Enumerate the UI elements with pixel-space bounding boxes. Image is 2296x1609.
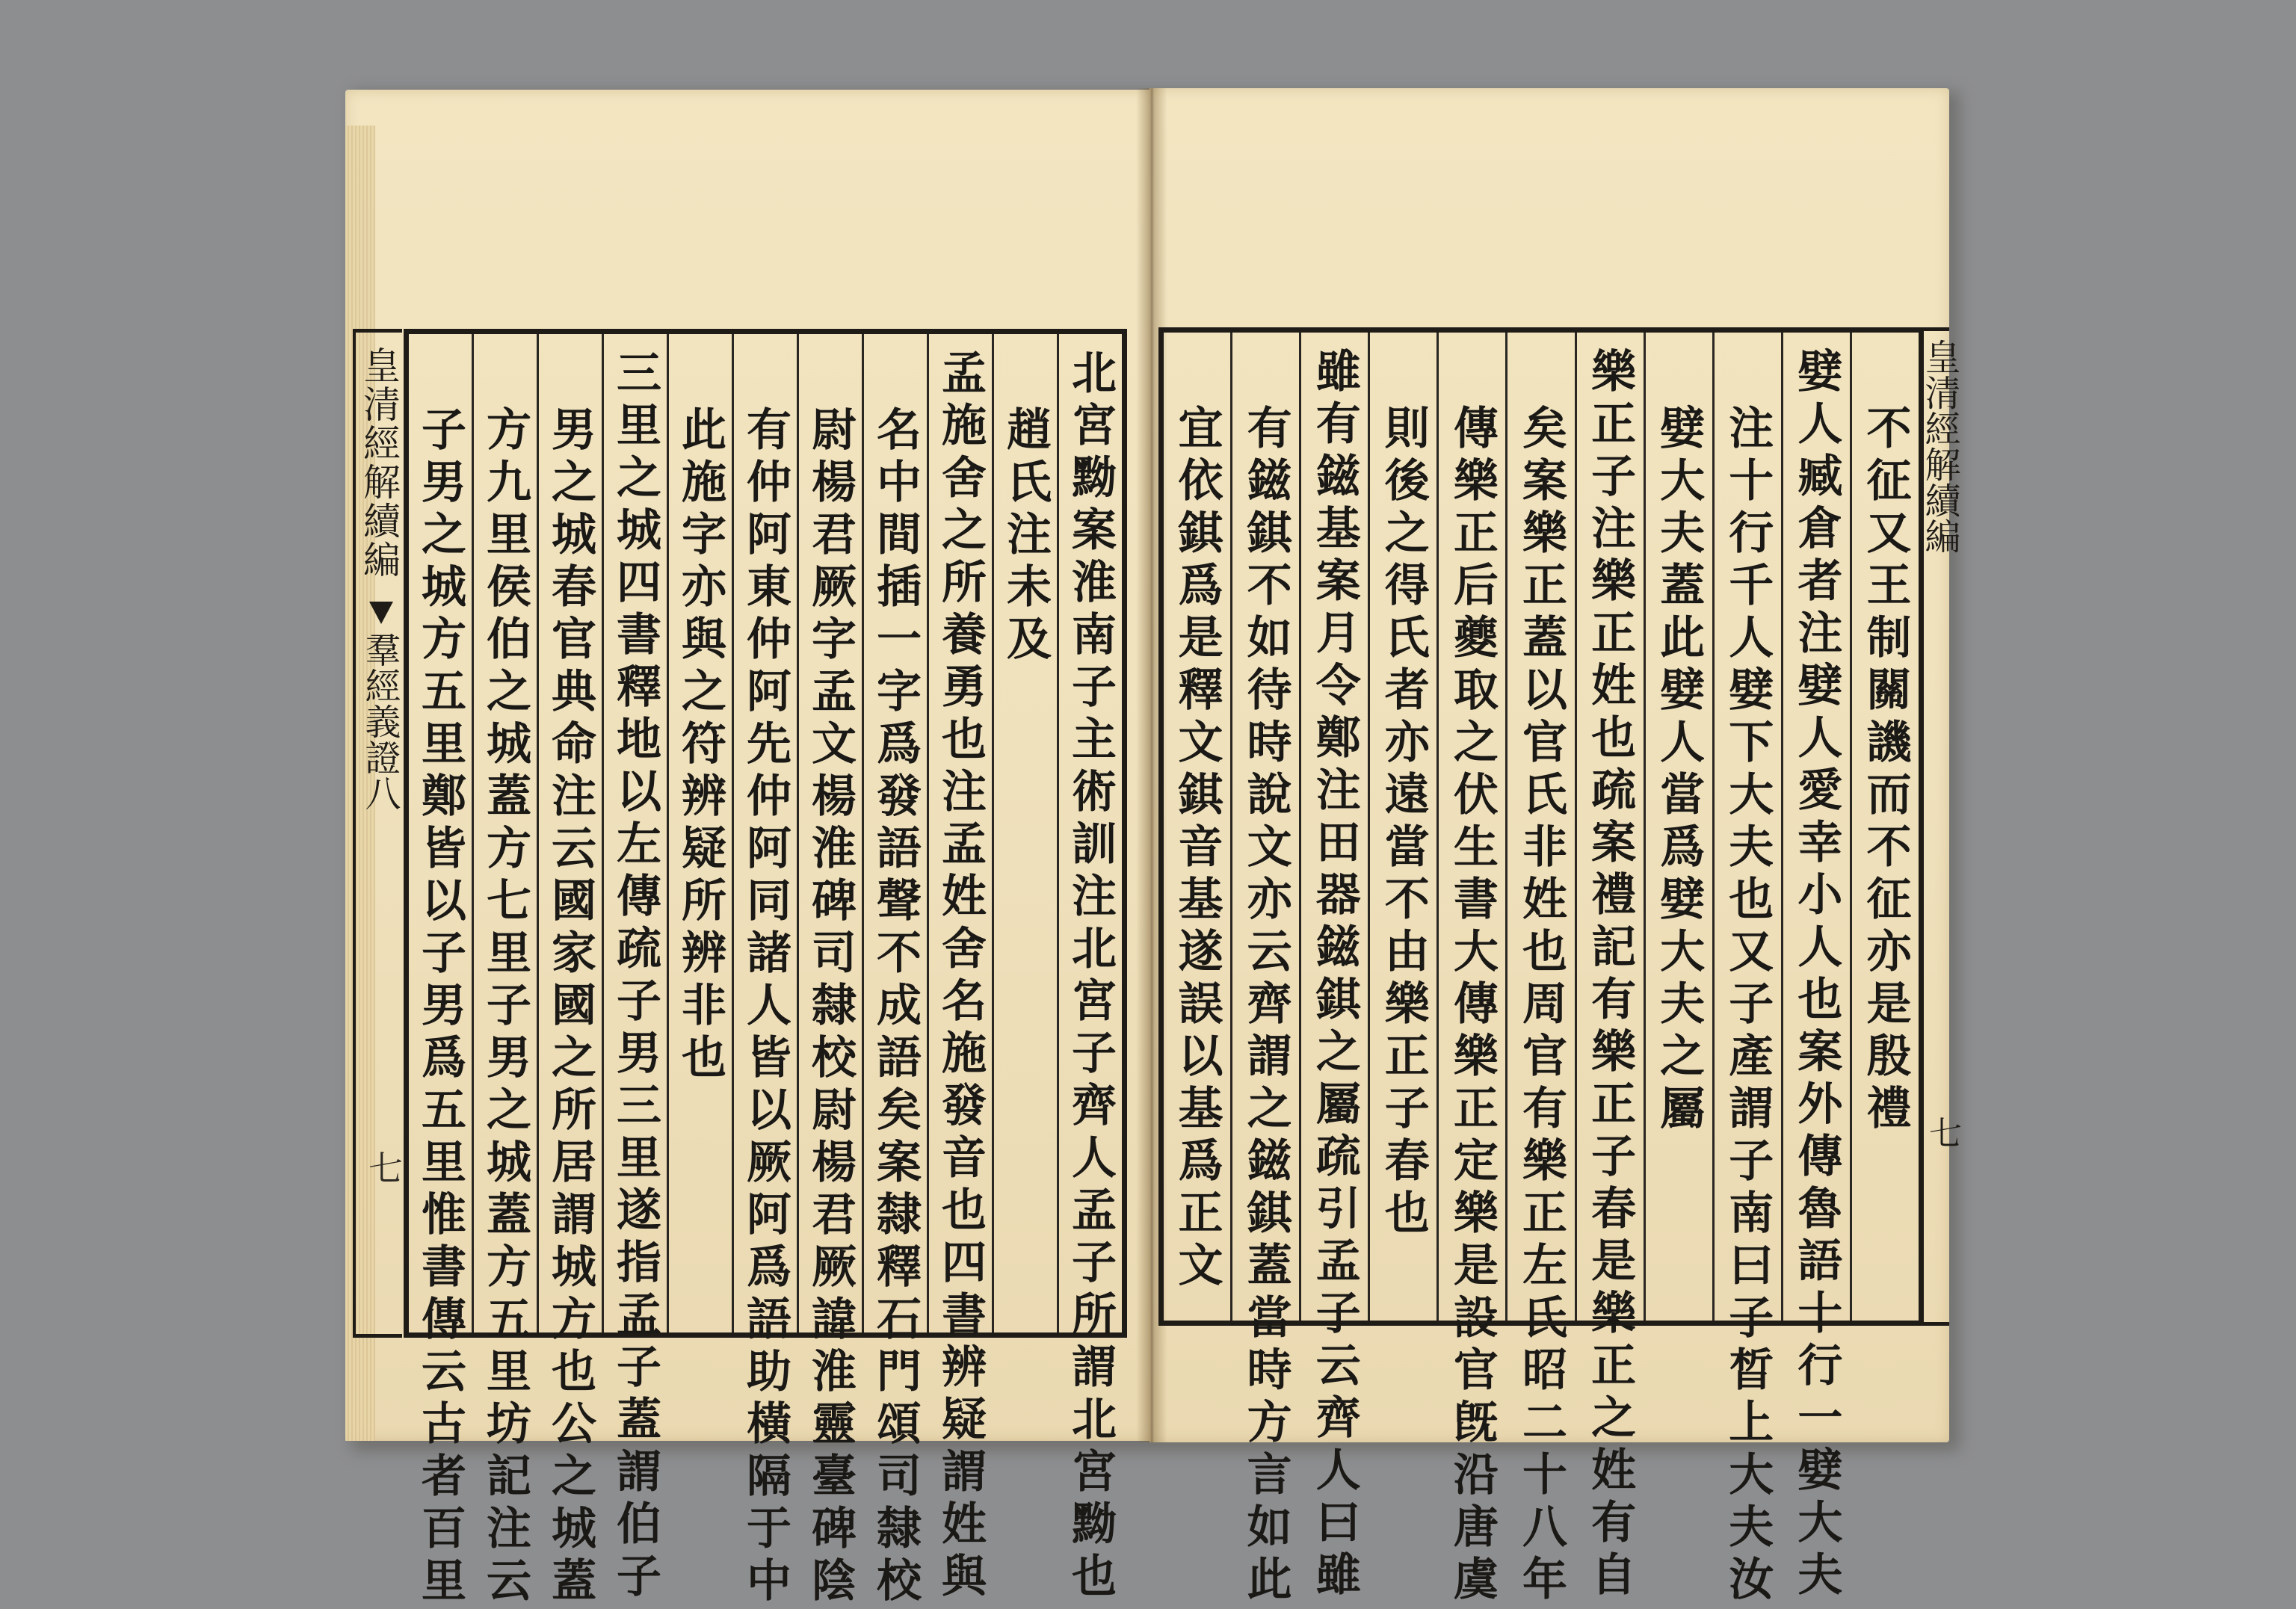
left-column bbox=[537, 334, 602, 1609]
right-banxin-title: 皇清經解續編 bbox=[1919, 339, 1960, 554]
right-column bbox=[1712, 333, 1781, 1608]
right-column bbox=[1368, 333, 1436, 1321]
banxin-title: 皇清經解續編 bbox=[357, 346, 401, 579]
left-column-text: 三里之城四書釋地以左傳疏子男三里遂指孟子蓋謂伯子 bbox=[609, 349, 661, 1605]
right-column bbox=[1230, 333, 1299, 1608]
banxin-page-number: 七 bbox=[363, 1150, 404, 1185]
right-column bbox=[1781, 333, 1850, 1603]
right-column bbox=[1164, 333, 1230, 1321]
left-column bbox=[409, 334, 472, 1609]
right-column bbox=[1505, 333, 1574, 1608]
right-column-text: 雖有鎡基案月令鄭注田器鎡錤之屬疏引孟子云齊人曰雖 bbox=[1308, 348, 1361, 1603]
right-column-text: 嬖人臧倉者注嬖人愛幸小人也案外傳魯語十行一嬖大夫 bbox=[1790, 348, 1843, 1603]
right-column-text: 注十行千人嬖下大夫也又子產謂子南曰子晳上大夫汝 bbox=[1721, 404, 1774, 1608]
left-column-text: 男之城春官典命注云國家國之所居謂城方也公之城蓋 bbox=[544, 406, 596, 1609]
left-column bbox=[927, 334, 992, 1605]
right-text-columns bbox=[1164, 333, 1919, 1608]
left-column-text: 孟施舍之所養勇也注孟姓舍名施發音也四書辨疑謂姓與 bbox=[934, 349, 987, 1605]
left-column bbox=[472, 334, 537, 1609]
left-column-text: 此施字亦與之符辨疑所辨非也 bbox=[674, 406, 726, 1086]
right-column bbox=[1299, 333, 1368, 1603]
right-column-text: 矣案樂正蓋以官氏非姓也周官有樂正左氏昭二十八年 bbox=[1514, 404, 1567, 1608]
left-column-text: 有仲阿東仲阿先仲阿同諸人皆以厥阿爲語助橫隔于中 bbox=[739, 406, 791, 1609]
left-banxin bbox=[353, 329, 402, 1338]
right-column-text: 有鎡錤不如待時說文亦云齊謂之鎡錤蓋當時方言如此 bbox=[1239, 404, 1292, 1608]
left-column-text: 北宮黝案淮南子主術訓注北宮子齊人孟子所謂北宮黝也 bbox=[1064, 349, 1117, 1605]
left-column-text: 名中間插一字爲發語聲不成語矣案隸釋石門頌司隸校 bbox=[869, 406, 922, 1609]
left-column bbox=[992, 334, 1057, 1332]
right-column-text: 嬖大夫蓋此嬖人當爲嬖大夫之屬 bbox=[1652, 404, 1706, 1137]
right-column bbox=[1850, 333, 1919, 1321]
right-banxin-page-number: 七 bbox=[1923, 1116, 1961, 1149]
right-column-text: 樂正子注樂正姓也疏案禮記有樂正子春是樂正之姓有自 bbox=[1584, 348, 1637, 1603]
fish-tail-mark bbox=[369, 602, 393, 624]
left-column-text: 子男之城方五里鄭皆以子男爲五里惟書傳云古者百里 bbox=[414, 406, 466, 1609]
banxin-subtitle: 羣經義證八 bbox=[359, 631, 401, 811]
left-column bbox=[1057, 334, 1122, 1605]
right-column bbox=[1644, 333, 1712, 1321]
left-column bbox=[732, 334, 797, 1609]
left-column bbox=[602, 334, 667, 1605]
left-column-text: 趙氏注未及 bbox=[999, 406, 1052, 667]
right-column-text: 則後之得氏者亦遠當不由樂正子春也 bbox=[1377, 404, 1430, 1241]
right-column-text: 傳樂正后夔取之伏生書大傳樂正定樂是設官旣沿唐虞 bbox=[1445, 404, 1499, 1608]
right-column bbox=[1436, 333, 1505, 1608]
left-column bbox=[667, 334, 732, 1332]
left-column-text: 尉楊君厥字孟文楊淮碑司隸校尉楊君厥諱淮靈臺碑陰 bbox=[804, 406, 857, 1609]
right-banxin bbox=[1919, 327, 1961, 1326]
right-column bbox=[1575, 333, 1644, 1603]
left-text-columns bbox=[409, 334, 1122, 1609]
left-column bbox=[862, 334, 927, 1609]
right-column-text: 不征又王制關譏而不征亦是殷禮 bbox=[1859, 404, 1912, 1137]
left-column bbox=[797, 334, 862, 1609]
right-column-text: 宜依錤爲是釋文錤音基遂誤以基爲正文 bbox=[1170, 404, 1223, 1294]
left-column-text: 方九里侯伯之城蓋方七里子男之城蓋方五里坊記注云 bbox=[479, 406, 531, 1609]
